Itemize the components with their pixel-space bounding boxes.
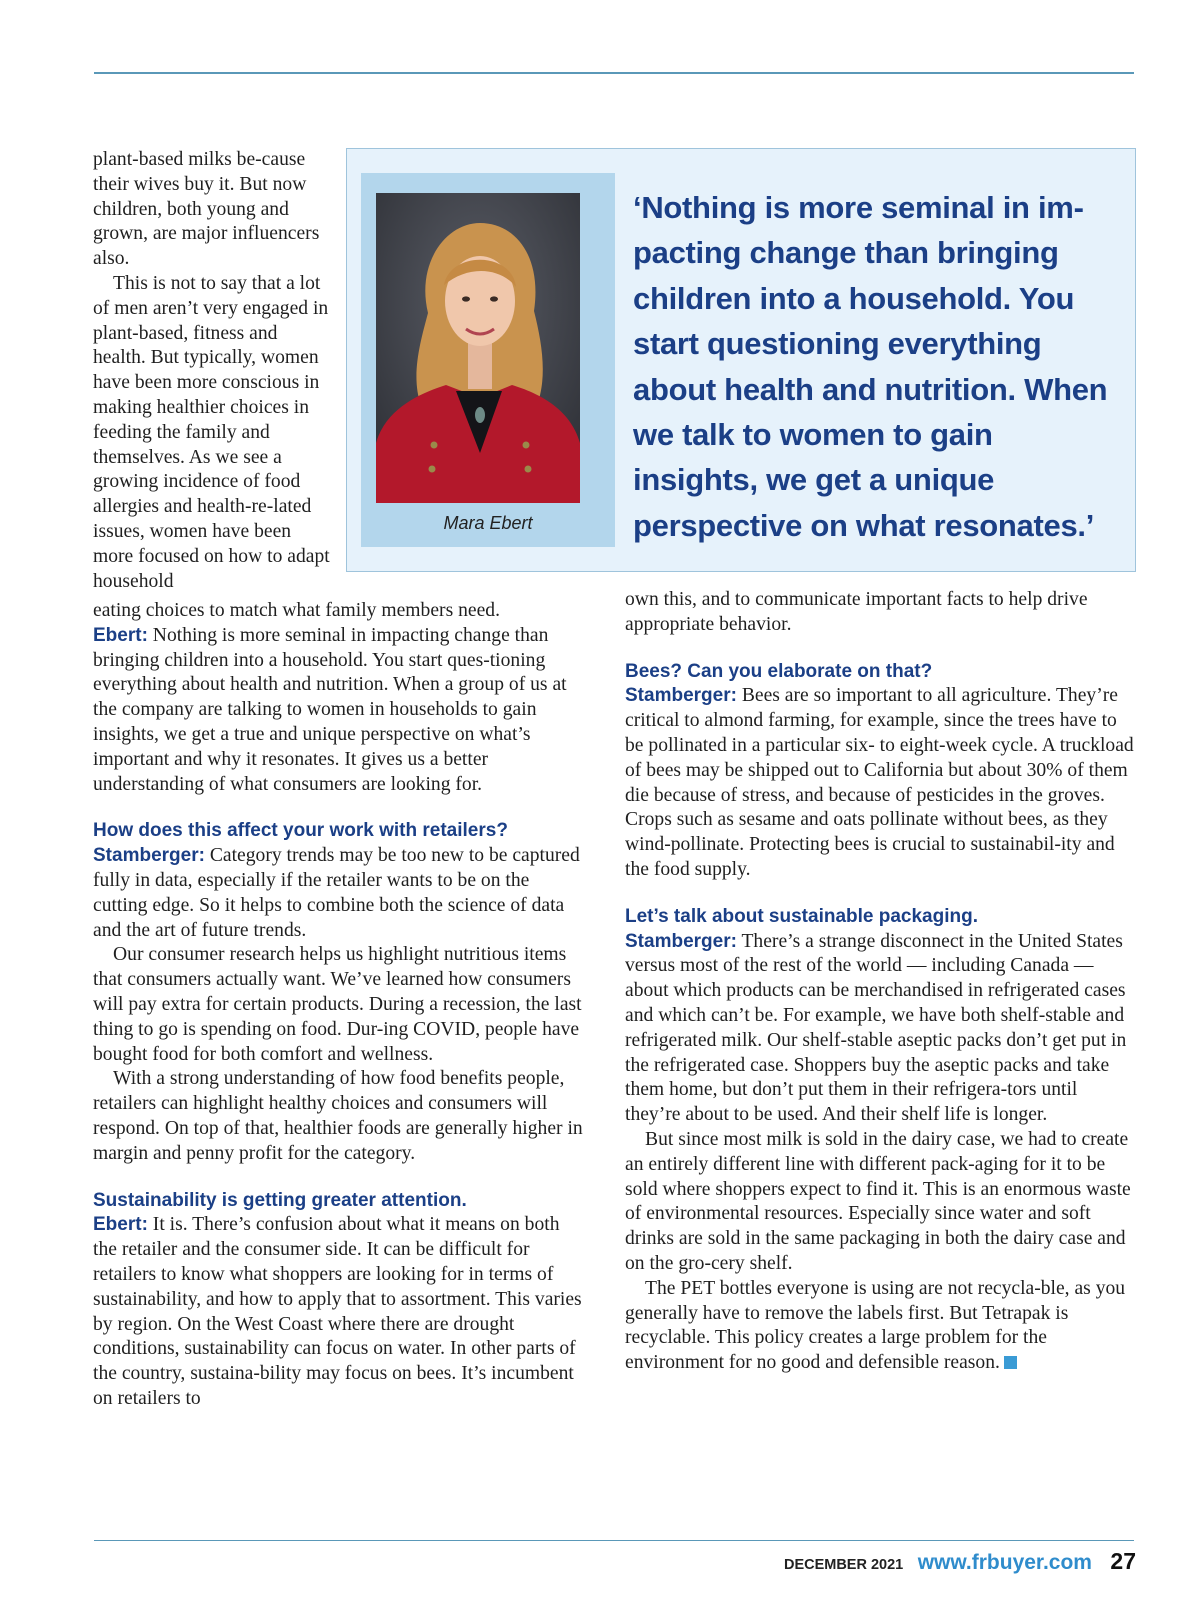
- paragraph: own this, and to communicate important facts to help drive appropriate behavior.: [625, 589, 1088, 635]
- speaker-label: Ebert:: [93, 1214, 148, 1236]
- speaker-label: Ebert:: [93, 624, 148, 646]
- interview-question: Let’s talk about sustainable packaging.: [625, 905, 978, 927]
- pull-quote-text: ‘Nothing is more seminal in im-pacting change than bringing children into a household. You start questioning everything about health and nutrition. When we talk to women to gain insights, we get a unique perspective on what resonates.’: [633, 190, 1108, 543]
- answer-paragraph: [625, 684, 1135, 882]
- speaker-label: Stamberger:: [93, 845, 205, 867]
- footer-rule: [94, 1540, 1134, 1541]
- page-number: 27: [1110, 1548, 1136, 1574]
- paragraph: But since most milk is sold in the dairy case, we had to create an entirely different line with different pack-aging for it to be sold where shoppers expect to find it. This is an enormous waste of environmental resources. Especially since water and soft drinks are sold in the same packaging in both the dairy case and on the gro-cery shelf.: [625, 1128, 1131, 1274]
- issue-date: DECEMBER 2021: [783, 1557, 904, 1573]
- photo-caption: Mara Ebert: [443, 513, 533, 533]
- paragraph: eating choices to match what family members need.: [93, 600, 500, 621]
- answer-text: Bees are so important to all agriculture. They’re critical to almond farming, for example, since the trees have to be pollinated in a particular six- to eight-week cycle. A truckload of bees may be shipped out to California but about 30% of them die because of stress, and because of pesticides in the groves. Crops such as sesame and oats pollinate without bees, as they wind-pollinate. Protecting bees is crucial to sustainabil-ity and the food supply.: [625, 685, 1134, 880]
- answer-text: There’s a strange disconnect in the United States versus most of the rest of the world — including Canada — about which products can be merchandised in refrigerated cases and which can’t be. For example, we have both shelf-stable and refrigerated milk. Our shelf-stable aseptic packs don’t get put in the refrigerated case. Shoppers buy the aseptic packs and take them home, but don’t put them in their refrigera-tors until they’re about to be used. And their shelf life is longer.: [625, 930, 1127, 1126]
- answer-text: Category trends may be too new to be captured fully in data, especially if the retailer wants to be on the cutting edge. So it helps to combine both the science of data and the art of future trends.: [93, 845, 580, 941]
- answer-paragraph: [93, 844, 583, 943]
- answer-paragraph: [625, 930, 1135, 1128]
- answer-paragraph: [93, 1213, 583, 1411]
- portrait-photo: [376, 193, 580, 503]
- paragraph: Our consumer research helps us highlight nutritious items that consumers actually want. We’ve learned how consumers will pay extra for certain products. During a recession, the last thing to go is spending on food. Dur-ing COVID, people have bought food for both comfort and wellness.: [93, 944, 582, 1065]
- header-rule: [94, 72, 1134, 74]
- interview-question: Sustainability is getting greater attention.: [93, 1189, 467, 1211]
- speaker-label: Stamberger:: [625, 930, 737, 952]
- right-column: [625, 588, 1135, 1376]
- photo-frame: [361, 173, 615, 547]
- answer-text: It is. There’s confusion about what it means on both the retailer and the consumer side. It can be difficult for retailers to know what shoppers are looking for in terms of sustainability, and how to apply that to assortment. This varies by region. On the West Coast where there are drought conditions, sustainability can focus on water. In other parts of the country, sustaina-bility may focus on bees. It’s incumbent on retailers to: [93, 1214, 582, 1409]
- end-of-article-mark: [1004, 1356, 1017, 1369]
- paragraph: [625, 1277, 1135, 1376]
- paragraph: With a strong understanding of how food benefits people, retailers can highlight healthy choices and consumers will respond. On top of that, healthier foods are generally higher in margin and penny profit for the category.: [93, 1068, 583, 1164]
- pull-quote-box: [346, 148, 1136, 572]
- interview-question: Bees? Can you elaborate on that?: [625, 660, 933, 682]
- interview-question: How does this affect your work with retailers?: [93, 820, 508, 842]
- paragraph: This is not to say that a lot of men aren’t very engaged in plant-based, fitness and health. But typically, women have been more conscious in making healthier choices in feeding the family and themselves. As we see a growing incidence of food allergies and health-re-lated issues, women have been more focused on how to adapt household: [93, 272, 330, 592]
- page-footer: [784, 1548, 1136, 1575]
- answer-text: Nothing is more seminal in impacting change than bringing children into a household. You start ques-tioning everything about health and nutrition. When a group of us at the company are talking to women in households to gain insights, we get a true and unique perspective on what’s important and why it resonates. It gives us a better understanding of what consumers are looking for.: [93, 624, 567, 795]
- left-column: [93, 599, 583, 1412]
- paragraph: plant-based milks be-cause their wives buy it. But now children, both young and grown, are major influencers also.: [93, 149, 320, 270]
- website-url: www.frbuyer.com: [917, 1551, 1092, 1574]
- answer-paragraph: [93, 624, 583, 798]
- speaker-label: Stamberger:: [625, 685, 737, 707]
- left-column-top: [93, 148, 333, 594]
- paragraph-text: The PET bottles everyone is using are not recycla-ble, as you generally have to remove the labels first. But Tetrapak is recyclable. This policy creates a large problem for the environment for no good and defensible reason.: [625, 1277, 1126, 1374]
